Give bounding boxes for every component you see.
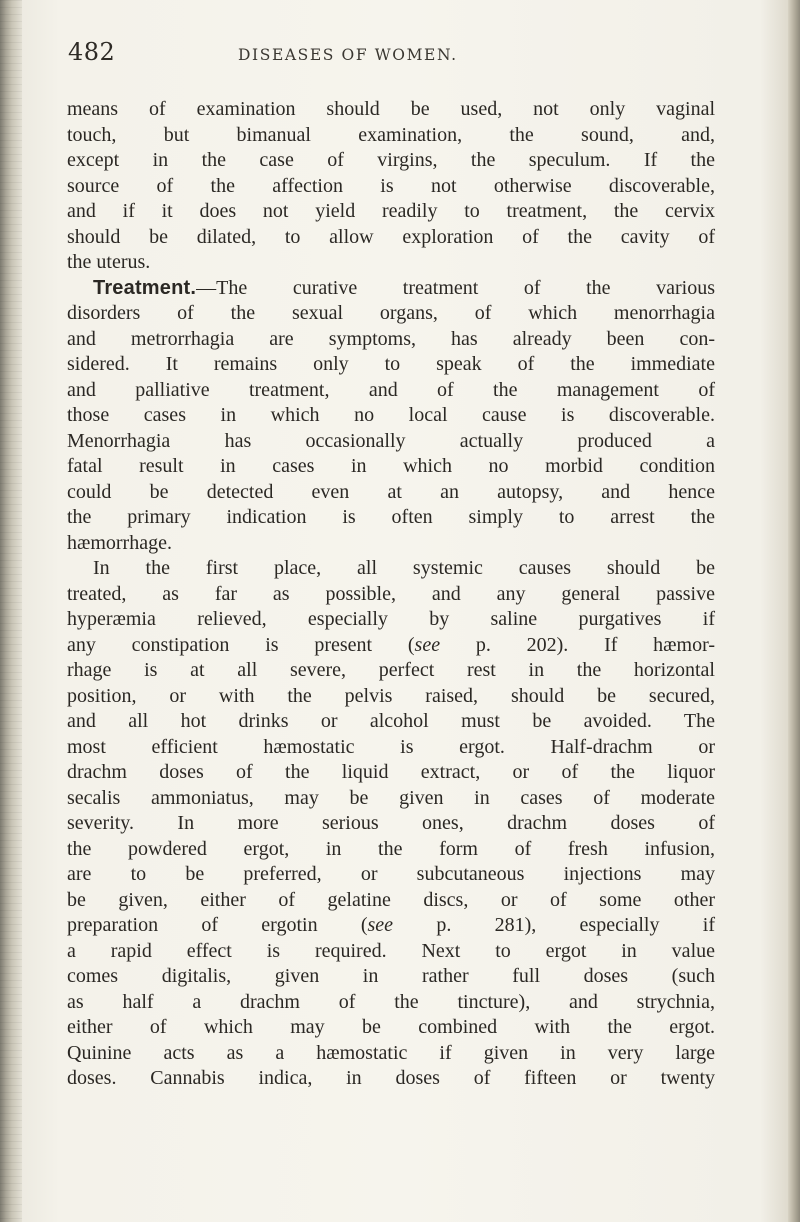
- text-line: should be dilated, to allow exploration of the cavity of: [67, 225, 715, 248]
- text-line: In the first place, all systemic causes should be: [93, 557, 715, 579]
- text-line: touch, but bimanual examination, the sound, and,: [67, 123, 715, 146]
- text-line: severity. In more serious ones, drachm doses of: [67, 812, 715, 834]
- page-header: [68, 38, 718, 78]
- text-line: could be detected even at an autopsy, and hence: [67, 480, 715, 503]
- text-line: fatal result in cases in which no morbid condition: [67, 455, 715, 477]
- running-head: DISEASES OF WOMEN.: [238, 46, 458, 64]
- text-line: doses. Cannabis indica, in doses of fifteen or twenty: [67, 1067, 715, 1089]
- text-line: and palliative treatment, and of the management of: [67, 378, 715, 401]
- text-line: are to be preferred, or subcutaneous injections may: [67, 863, 715, 885]
- treatment-heading-line: [67, 276, 715, 302]
- text-line: secalis ammoniatus, may be given in cases of moderate: [67, 786, 715, 809]
- text-line: drachm doses of the liquid extract, or of the liquor: [67, 761, 715, 783]
- text-line: the primary indication is often simply to arrest the: [67, 506, 715, 528]
- text-line: sidered. It remains only to speak of the immediate: [67, 353, 715, 375]
- text-line: a rapid effect is required. Next to ergot in value: [67, 939, 715, 962]
- text-line: and metrorrhagia are symptoms, has already been con-: [67, 327, 715, 350]
- text-line: hæmorrhage.: [67, 531, 172, 554]
- text-fragment: p. 202). If hæmor-: [440, 633, 715, 656]
- text-line: as half a drachm of the tincture), and strychnia,: [67, 990, 715, 1013]
- text-line: rhage is at all severe, perfect rest in the horizontal: [67, 659, 715, 681]
- text-line: Menorrhagia has occasionally actually produced a: [67, 429, 715, 452]
- text-line: Quinine acts as a hæmostatic if given in very large: [67, 1041, 715, 1064]
- text-line: [67, 913, 715, 939]
- book-binding-shadow: [0, 0, 22, 1222]
- text-fragment: —The curative treatment of the various: [196, 276, 715, 299]
- text-line: and if it does not yield readily to treatment, the cervix: [67, 200, 715, 222]
- text-fragment: any constipation is present (: [67, 633, 415, 656]
- text-line: be given, either of gelatine discs, or of some other: [67, 888, 715, 911]
- text-line: treated, as far as possible, and any general passive: [67, 582, 715, 605]
- section-heading: Treatment.: [93, 276, 197, 299]
- text-line: hyperæmia relieved, especially by saline purgatives if: [67, 608, 715, 630]
- page-edge: [788, 0, 800, 1222]
- text-line: except in the case of virgins, the speculum. If the: [67, 149, 715, 171]
- text-fragment: preparation of ergotin (: [67, 914, 368, 936]
- text-line: the uterus.: [67, 251, 151, 273]
- text-line: position, or with the pelvis raised, should be secured,: [67, 684, 715, 707]
- text-fragment: p. 281), especially if: [393, 914, 715, 936]
- text-line: source of the affection is not otherwise discoverable,: [67, 174, 715, 197]
- page-number: 482: [68, 38, 116, 66]
- text-line: and all hot drinks or alcohol must be avoided. The: [67, 710, 715, 732]
- see-reference: see: [414, 633, 441, 656]
- see-reference: see: [367, 914, 394, 936]
- body-text: [67, 97, 715, 1092]
- text-line: most efficient hæmostatic is ergot. Half-drachm or: [67, 735, 715, 758]
- text-line: comes digitalis, given in rather full doses (such: [67, 965, 715, 987]
- text-line: means of examination should be used, not only vaginal: [67, 98, 715, 120]
- text-line: [67, 633, 715, 659]
- text-line: either of which may be combined with the ergot.: [67, 1016, 715, 1038]
- text-line: those cases in which no local cause is discoverable.: [67, 404, 715, 426]
- text-line: disorders of the sexual organs, of which menorrhagia: [67, 302, 715, 324]
- text-line: the powdered ergot, in the form of fresh infusion,: [67, 837, 715, 860]
